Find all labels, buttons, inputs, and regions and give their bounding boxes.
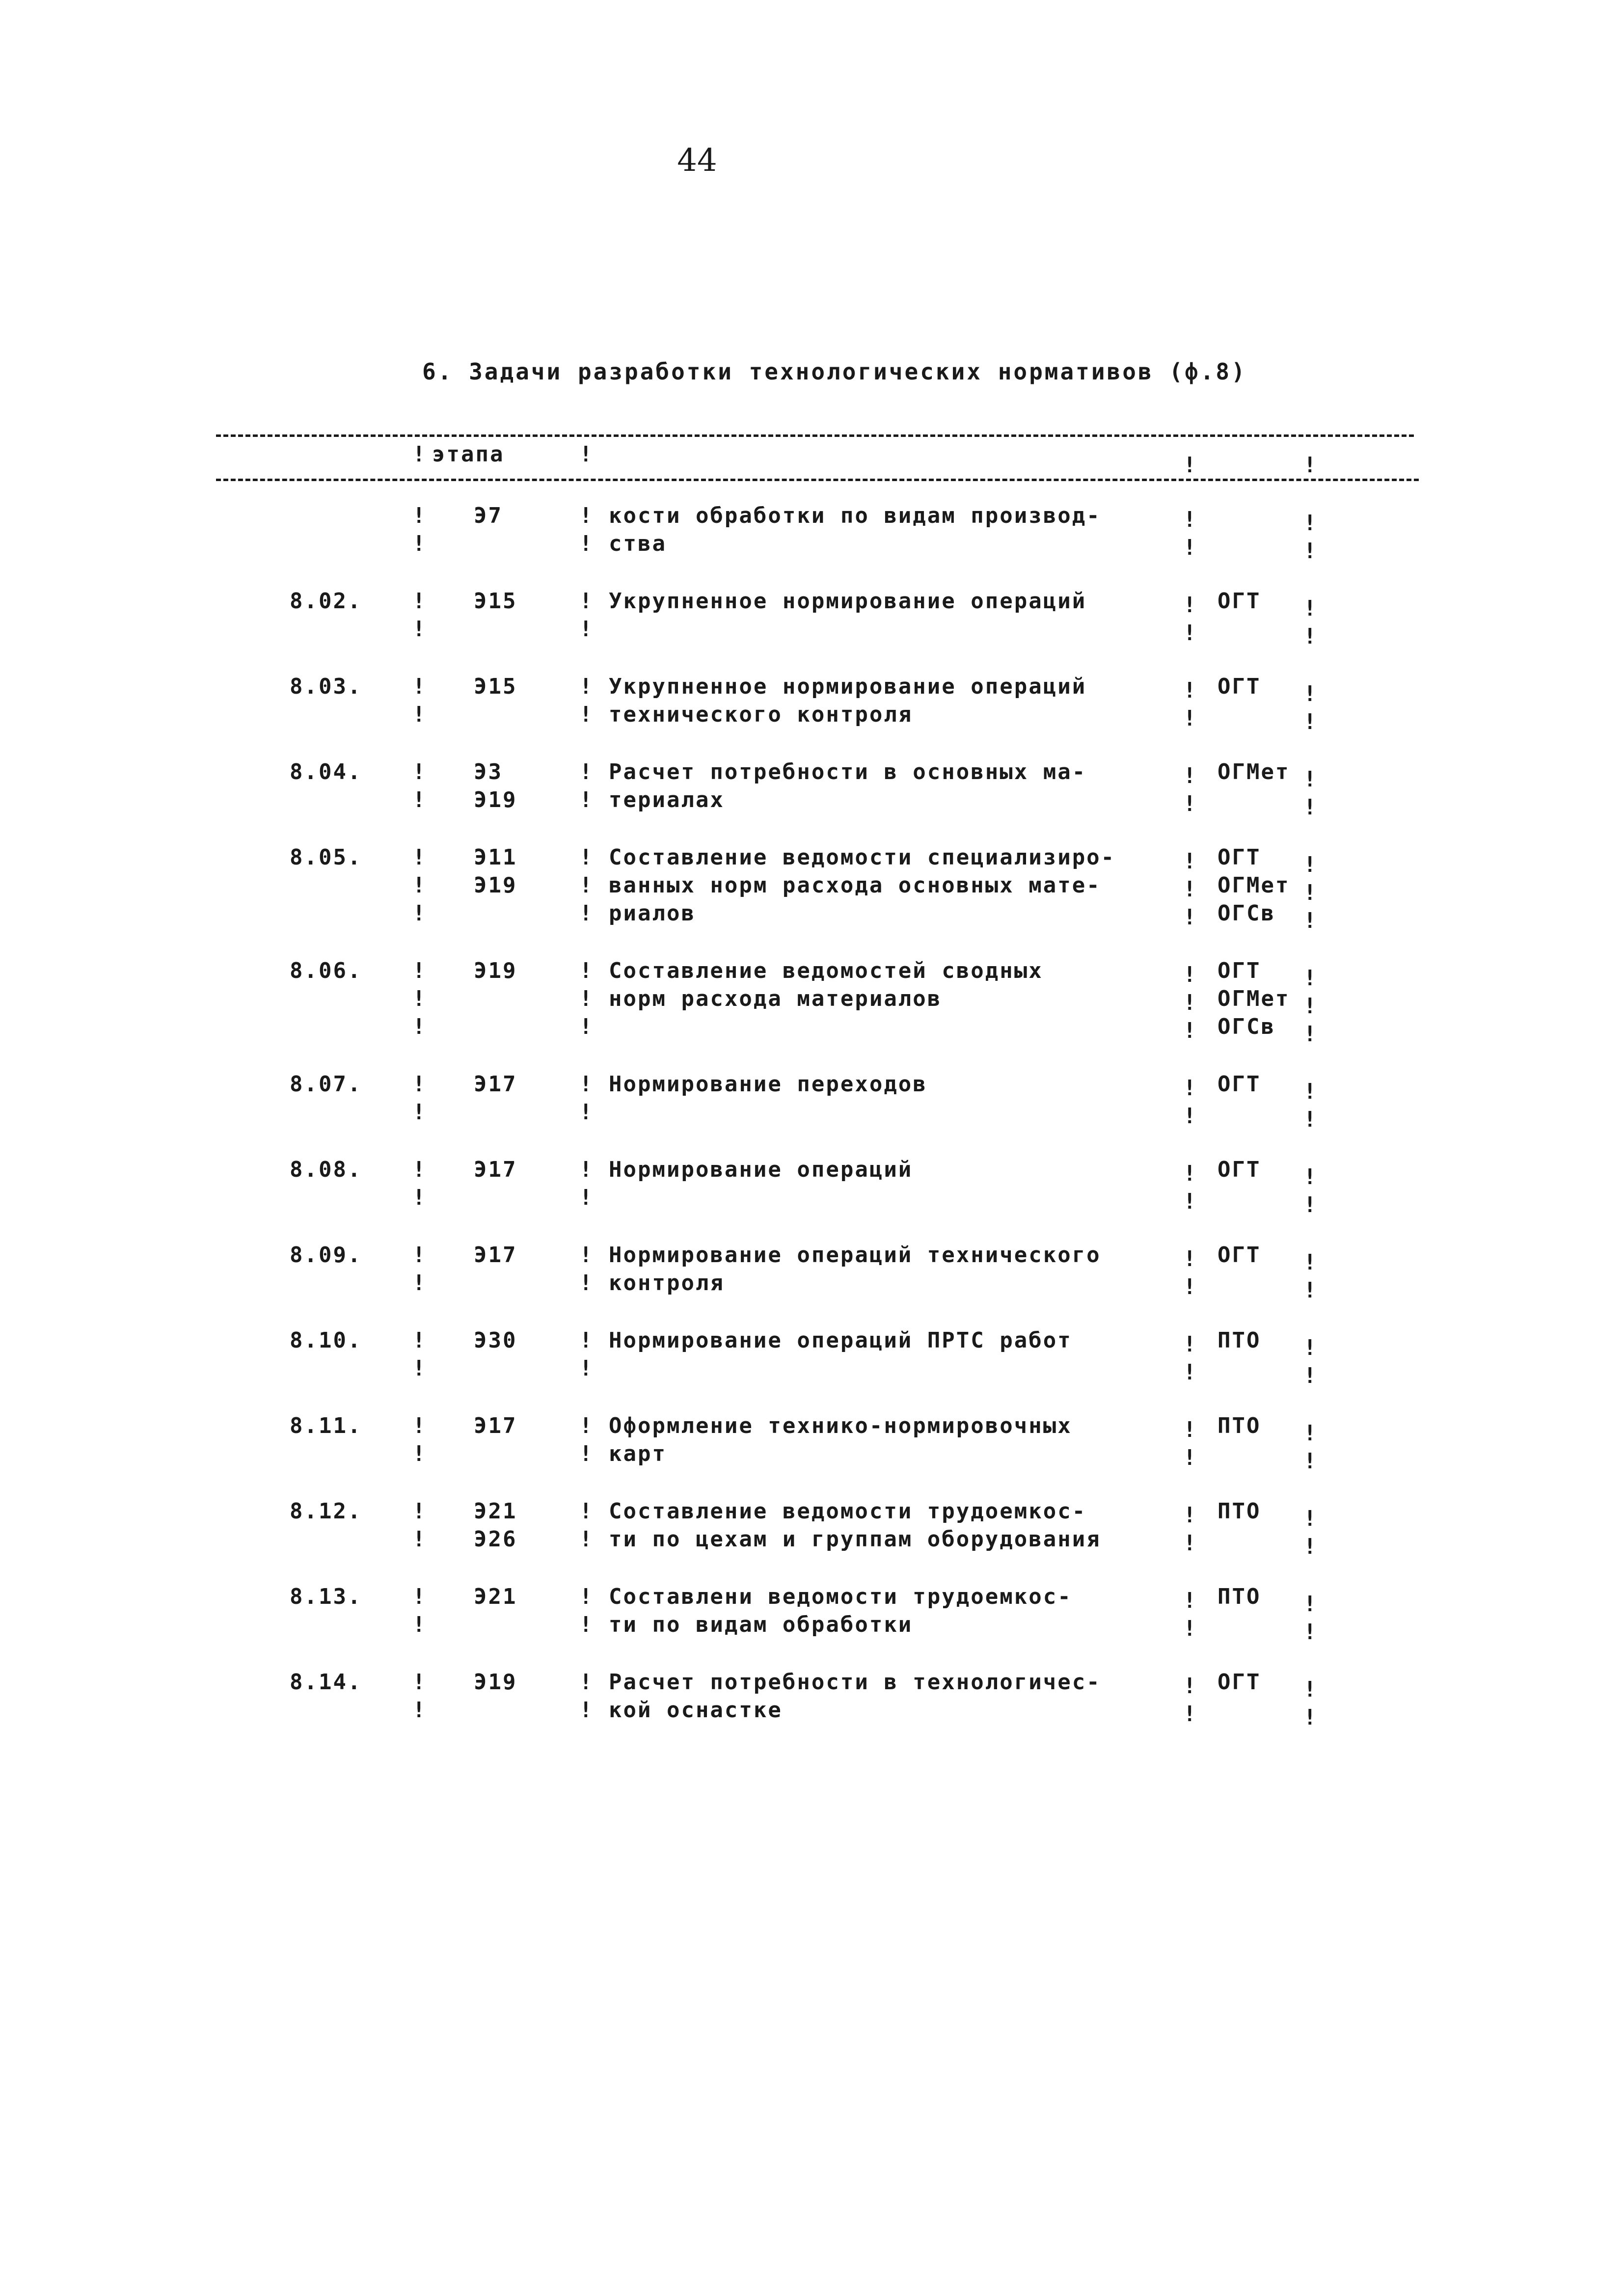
stage-value: Э26 <box>474 1527 517 1552</box>
column-separator: ! <box>1183 507 1196 532</box>
column-separator: ! <box>1183 1588 1196 1613</box>
column-separator: ! <box>412 1670 426 1695</box>
column-separator: ! <box>1183 1417 1196 1442</box>
row-code: 8.09. <box>290 1243 362 1268</box>
page-number: 44 <box>677 142 717 179</box>
column-separator: ! <box>1183 1531 1196 1556</box>
task-text: норм расхода материалов <box>609 986 942 1011</box>
column-separator: ! <box>1303 624 1317 649</box>
column-separator: ! <box>579 1072 593 1097</box>
stage-value: Э17 <box>474 1072 517 1097</box>
dept-value: ОГТ <box>1217 958 1261 983</box>
column-separator: ! <box>1183 962 1196 987</box>
row-code: 8.03. <box>290 674 362 699</box>
column-separator: ! <box>412 1356 426 1381</box>
row-code: 8.06. <box>290 958 362 983</box>
column-separator: ! <box>1303 1705 1317 1730</box>
column-separator: ! <box>1303 1534 1317 1559</box>
dept-value: ОГТ <box>1217 589 1261 614</box>
stage-value: Э3 <box>474 759 503 784</box>
column-separator: ! <box>1303 966 1317 991</box>
column-separator: ! <box>1303 1022 1317 1047</box>
task-text: териалах <box>609 787 725 812</box>
column-separator: ! <box>412 617 426 642</box>
column-separator: ! <box>579 531 593 556</box>
task-text: ти по видам обработки <box>609 1612 913 1637</box>
column-separator: ! <box>1183 1332 1196 1357</box>
column-separator: ! <box>412 1270 426 1296</box>
dept-value: ОГТ <box>1217 1072 1261 1097</box>
stage-value: Э19 <box>474 958 517 983</box>
column-separator: ! <box>579 702 593 727</box>
row-code: 8.04. <box>290 759 362 784</box>
dept-value: ОГТ <box>1217 1670 1261 1695</box>
column-separator: ! <box>1183 1274 1196 1299</box>
column-separator: ! <box>1183 990 1196 1015</box>
column-separator: ! <box>412 1014 426 1039</box>
task-text: карт <box>609 1441 667 1466</box>
stage-value: Э7 <box>474 503 503 528</box>
dept-value: ПТО <box>1217 1584 1261 1609</box>
stage-value: Э17 <box>474 1243 517 1268</box>
dept-value: ОГТ <box>1217 1157 1261 1182</box>
task-text: Составление ведомостей сводных <box>609 958 1043 983</box>
column-separator: ! <box>1303 1620 1317 1645</box>
column-separator: ! <box>1303 908 1317 933</box>
column-separator: ! <box>579 901 593 926</box>
column-separator: ! <box>579 1014 593 1039</box>
table-title: 6. Задачи разработки технологических нормативов (ф.8) <box>422 358 1247 385</box>
column-separator: ! <box>412 958 426 983</box>
dept-value: ОГМет <box>1217 759 1290 784</box>
column-separator: ! <box>1303 1506 1317 1531</box>
column-separator: ! <box>1183 593 1196 618</box>
column-separator: ! <box>412 442 426 467</box>
column-separator: ! <box>412 787 426 812</box>
row-code: 8.07. <box>290 1072 362 1097</box>
task-text: Расчет потребности в основных ма- <box>609 759 1087 784</box>
column-separator: ! <box>579 1413 593 1438</box>
stage-value: Э21 <box>474 1499 517 1524</box>
stage-value: Э11 <box>474 845 517 870</box>
row-code: 8.08. <box>290 1157 362 1182</box>
column-separator: ! <box>1183 1702 1196 1727</box>
column-separator: ! <box>1183 905 1196 930</box>
dept-value: ОГТ <box>1217 1243 1261 1268</box>
column-separator: ! <box>579 503 593 528</box>
column-separator: ! <box>1183 763 1196 788</box>
column-separator: ! <box>1183 1076 1196 1101</box>
column-separator: ! <box>1183 706 1196 731</box>
task-text: риалов <box>609 901 696 926</box>
column-separator: ! <box>1303 1278 1317 1303</box>
column-separator: ! <box>579 759 593 784</box>
column-separator: ! <box>412 1413 426 1438</box>
task-text: ванных норм расхода основных мате- <box>609 873 1101 898</box>
task-text: кости обработки по видам производ- <box>609 503 1101 528</box>
dept-value: ПТО <box>1217 1499 1261 1524</box>
column-separator: ! <box>579 1185 593 1210</box>
column-separator: ! <box>579 1527 593 1552</box>
task-text: Нормирование переходов <box>609 1072 927 1097</box>
stage-value: Э15 <box>474 674 517 699</box>
column-separator: ! <box>579 1670 593 1695</box>
column-separator: ! <box>1183 1674 1196 1699</box>
column-separator: ! <box>1183 1161 1196 1186</box>
column-separator: ! <box>1183 1189 1196 1214</box>
column-separator: ! <box>1303 795 1317 820</box>
task-text: Расчет потребности в технологичес- <box>609 1670 1101 1695</box>
column-separator: ! <box>579 873 593 898</box>
column-separator: ! <box>1183 791 1196 816</box>
column-separator: ! <box>412 1328 426 1353</box>
task-text: Составление ведомости специализиро- <box>609 845 1116 870</box>
stage-value: Э19 <box>474 1670 517 1695</box>
column-separator: ! <box>579 958 593 983</box>
task-text: кой оснастке <box>609 1698 783 1723</box>
column-separator: ! <box>1183 1503 1196 1528</box>
task-text: Укрупненное нормирование операций <box>609 674 1087 699</box>
row-code: 8.11. <box>290 1413 362 1438</box>
column-separator: ! <box>412 503 426 528</box>
column-separator: ! <box>1183 1360 1196 1385</box>
task-text: Составление ведомости трудоемкос- <box>609 1499 1087 1524</box>
column-separator: ! <box>579 1270 593 1296</box>
header-stage-label: этапа <box>432 442 505 467</box>
column-separator: ! <box>412 531 426 556</box>
rule-top <box>216 434 1414 437</box>
column-separator: ! <box>1303 1335 1317 1360</box>
stage-value: Э15 <box>474 589 517 614</box>
task-text: контроля <box>609 1270 725 1296</box>
column-separator: ! <box>412 1072 426 1097</box>
column-separator: ! <box>412 759 426 784</box>
column-separator: ! <box>412 986 426 1011</box>
column-separator: ! <box>1183 621 1196 646</box>
column-separator: ! <box>579 1356 593 1381</box>
column-separator: ! <box>412 1612 426 1637</box>
row-code: 8.14. <box>290 1670 362 1695</box>
column-separator: ! <box>412 873 426 898</box>
column-separator: ! <box>1183 1246 1196 1271</box>
dept-value: ОГСв <box>1217 1014 1275 1039</box>
column-separator: ! <box>579 1612 593 1637</box>
column-separator: ! <box>1303 852 1317 877</box>
column-separator: ! <box>579 1100 593 1125</box>
column-separator: ! <box>412 674 426 699</box>
column-separator: ! <box>1303 511 1317 536</box>
column-separator: ! <box>412 845 426 870</box>
column-separator: ! <box>579 1698 593 1723</box>
column-separator: ! <box>412 1527 426 1552</box>
column-separator: ! <box>579 589 593 614</box>
stage-value: Э19 <box>474 787 517 812</box>
column-separator: ! <box>412 901 426 926</box>
column-separator: ! <box>1303 1677 1317 1702</box>
column-separator: ! <box>579 1584 593 1609</box>
column-separator: ! <box>1303 1164 1317 1189</box>
column-separator: ! <box>1183 877 1196 902</box>
column-separator: ! <box>579 1157 593 1182</box>
column-separator: ! <box>1303 880 1317 905</box>
column-separator: ! <box>1303 596 1317 621</box>
column-separator: ! <box>1183 535 1196 560</box>
column-separator: ! <box>412 1185 426 1210</box>
stage-value: Э21 <box>474 1584 517 1609</box>
task-text: Нормирование операций ПРТС работ <box>609 1328 1072 1353</box>
stage-value: Э17 <box>474 1413 517 1438</box>
column-separator: ! <box>579 1441 593 1466</box>
task-text: ти по цехам и группам оборудования <box>609 1527 1101 1552</box>
column-separator: ! <box>1303 539 1317 564</box>
task-text: Оформление технико-нормировочных <box>609 1413 1072 1438</box>
column-separator: ! <box>579 1499 593 1524</box>
column-separator: ! <box>412 1584 426 1609</box>
column-separator: ! <box>579 787 593 812</box>
column-separator: ! <box>1303 767 1317 792</box>
task-text: Нормирование операций технического <box>609 1243 1101 1268</box>
row-code: 8.10. <box>290 1328 362 1353</box>
column-separator: ! <box>1303 1449 1317 1474</box>
rule-header-bottom <box>216 479 1419 481</box>
column-separator: ! <box>1303 709 1317 734</box>
column-separator: ! <box>579 442 593 467</box>
dept-value: ПТО <box>1217 1328 1261 1353</box>
column-separator: ! <box>1183 1616 1196 1641</box>
row-code: 8.05. <box>290 845 362 870</box>
dept-value: ПТО <box>1217 1413 1261 1438</box>
task-text: Нормирование операций <box>609 1157 913 1182</box>
column-separator: ! <box>579 1243 593 1268</box>
column-separator: ! <box>579 617 593 642</box>
row-code: 8.12. <box>290 1499 362 1524</box>
column-separator: ! <box>1183 453 1196 478</box>
task-text: Укрупненное нормирование операций <box>609 589 1087 614</box>
column-separator: ! <box>1303 1363 1317 1388</box>
column-separator: ! <box>1183 1018 1196 1043</box>
task-text: ства <box>609 531 667 556</box>
stage-value: Э30 <box>474 1328 517 1353</box>
column-separator: ! <box>412 1499 426 1524</box>
column-separator: ! <box>412 1698 426 1723</box>
column-separator: ! <box>1303 453 1317 478</box>
column-separator: ! <box>1183 1104 1196 1129</box>
column-separator: ! <box>412 1100 426 1125</box>
row-code: 8.02. <box>290 589 362 614</box>
dept-value: ОГМет <box>1217 873 1290 898</box>
stage-value: Э17 <box>474 1157 517 1182</box>
column-separator: ! <box>1183 849 1196 874</box>
dept-value: ОГТ <box>1217 845 1261 870</box>
column-separator: ! <box>1183 678 1196 703</box>
task-text: технического контроля <box>609 702 913 727</box>
column-separator: ! <box>1303 1107 1317 1132</box>
column-separator: ! <box>1303 1250 1317 1275</box>
column-separator: ! <box>1303 1592 1317 1617</box>
column-separator: ! <box>1303 681 1317 706</box>
column-separator: ! <box>412 1441 426 1466</box>
dept-value: ОГМет <box>1217 986 1290 1011</box>
column-separator: ! <box>412 589 426 614</box>
column-separator: ! <box>412 702 426 727</box>
column-separator: ! <box>1303 994 1317 1019</box>
row-code: 8.13. <box>290 1584 362 1609</box>
task-text: Составлени ведомости трудоемкос- <box>609 1584 1072 1609</box>
column-separator: ! <box>1303 1192 1317 1217</box>
column-separator: ! <box>579 674 593 699</box>
column-separator: ! <box>579 845 593 870</box>
stage-value: Э19 <box>474 873 517 898</box>
column-separator: ! <box>579 1328 593 1353</box>
column-separator: ! <box>1303 1079 1317 1104</box>
column-separator: ! <box>412 1157 426 1182</box>
column-separator: ! <box>579 986 593 1011</box>
column-separator: ! <box>1303 1421 1317 1446</box>
dept-value: ОГСв <box>1217 901 1275 926</box>
dept-value: ОГТ <box>1217 674 1261 699</box>
column-separator: ! <box>412 1243 426 1268</box>
column-separator: ! <box>1183 1445 1196 1470</box>
